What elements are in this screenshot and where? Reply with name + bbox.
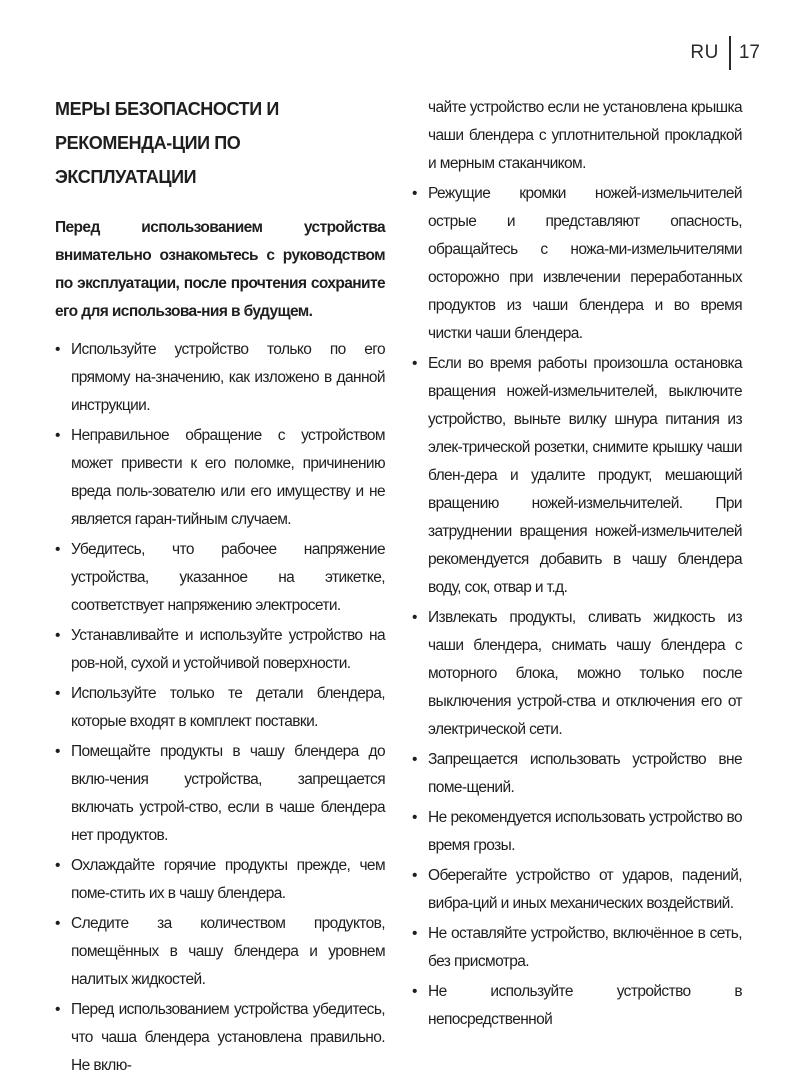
list-item: • Помещайте продукты в чашу блендера до вклю-чения устройства, запрещается включать устрой-ство, если в чаше блендера нет продуктов. (55, 738, 385, 850)
list-item: • Режущие кромки ножей-измельчителей острые и представляют опасность, обращайтесь с ножа-ми-измельчителями осторожно при извлечении переработанных продуктов из чаши блендера и во время чистки чаши блендера. (412, 180, 742, 348)
page-header (690, 36, 760, 70)
language-code: RU (690, 42, 719, 63)
section-title: МЕРЫ БЕЗОПАСНОСТИ И РЕКОМЕНДА-ЦИИ ПО ЭКСПЛУАТАЦИИ (55, 99, 279, 187)
list-item: • Используйте только те детали блендера, которые входят в комплект поставки. (55, 680, 385, 736)
left-column (55, 92, 385, 1082)
list-item: • Следите за количеством продуктов, помещённых в чашу блендера и уровнем налитых жидкостей. (55, 910, 385, 994)
list-item: • Запрещается использовать устройство вне поме-щений. (412, 746, 742, 802)
safety-list-left (55, 336, 385, 1080)
list-item: • Неправильное обращение с устройством может привести к его поломке, причинению вреда поль-зователю или его имуществу и не является гаран-тийным случаем. (55, 422, 385, 534)
page-number: 17 (738, 42, 760, 63)
list-item: • Извлекать продукты, сливать жидкость из чаши блендера, снимать чашу блендера с моторного блока, можно только после выключения устрой-ства и отключения его от электрической сети. (412, 604, 742, 744)
intro-paragraph: Перед использованием устройства внимательно ознакомьтесь с руководством по эксплуатации, после прочтения сохраните его для использова-ния в будущем. (55, 219, 385, 320)
list-item: • Не используйте устройство в непосредственной (412, 978, 742, 1034)
continued-item-text: чайте устройство если не установлена крышка чаши блендера с уплотнительной прокладкой и мерным стаканчиком. (428, 99, 742, 172)
right-column (412, 94, 742, 1036)
list-item: • Используйте устройство только по его прямому на-значению, как изложено в данной инструкции. (55, 336, 385, 420)
list-item: • Убедитесь, что рабочее напряжение устройства, указанное на этикетке, соответствует напряжению электросети. (55, 536, 385, 620)
list-item: • Охлаждайте горячие продукты прежде, чем поме-стить их в чашу блендера. (55, 852, 385, 908)
list-item: • Перед использованием устройства убедитесь, что чаша блендера установлена правильно. Не вклю- (55, 996, 385, 1080)
list-item: • Устанавливайте и используйте устройство на ров-ной, сухой и устойчивой поверхности. (55, 622, 385, 678)
list-item: • Оберегайте устройство от ударов, падений, вибра-ций и иных механических воздействий. (412, 862, 742, 918)
safety-list-right (412, 180, 742, 1034)
list-item: • Если во время работы произошла остановка вращения ножей-измельчителей, выключите устройство, выньте вилку шнура питания из элек-трической розетки, снимите крышку чаши блен-дера и удалите продукт, мешающий вращению ножей-измельчителей. При затруднении вращения ножей-измельчителей рекомендуется добавить в чашу блендера воду, сок, отвар и т.д. (412, 350, 742, 602)
list-item: • Не рекомендуется использовать устройство во время грозы. (412, 804, 742, 860)
list-item: • Не оставляйте устройство, включённое в сеть, без присмотра. (412, 920, 742, 976)
